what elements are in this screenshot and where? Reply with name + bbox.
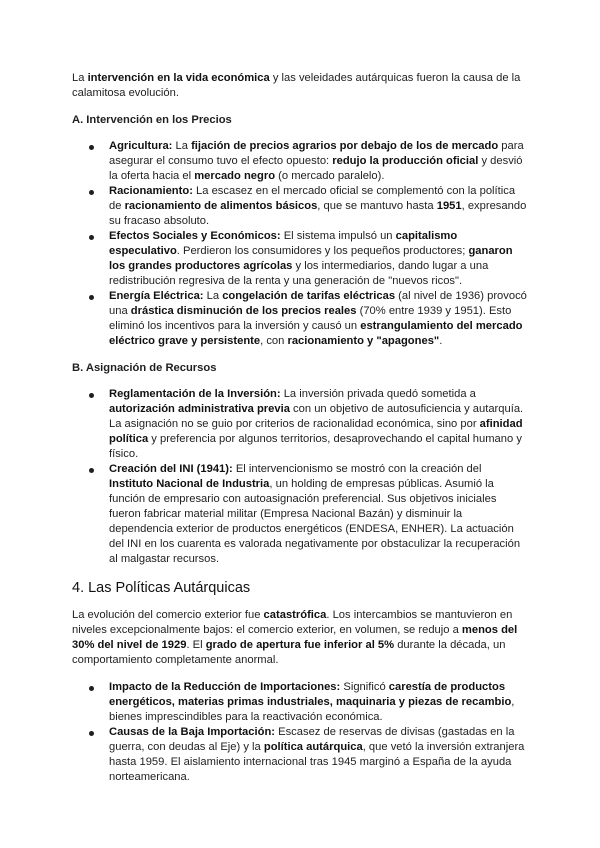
bullet-icon [89, 468, 94, 473]
list-item: Agricultura: La fijación de precios agrarios por debajo de los de mercado para asegurar el consumo tuvo el efecto opuesto: redujo la producción oficial y desvió la oferta hacia el mercado negro (o mercado paralelo). [72, 139, 528, 184]
section-4-heading: 4. Las Políticas Autárquicas [72, 580, 251, 596]
list-item: Reglamentación de la Inversión: La inversión privada quedó sometida a autorización administrativa previa con un objetivo de autosuficiencia y autarquía. La asignación no se guio por criterios de racionalidad económica, sino por afinidad política y preferencia por algunos territorios, desaprovechando el capital humano y físico. [72, 387, 528, 462]
list-item: Racionamiento: La escasez en el mercado oficial se complementó con la política de racionamiento de alimentos básicos, que se mantuvo hasta 1951, expresando su fracaso absoluto. [72, 184, 528, 229]
section-4-list [72, 680, 528, 785]
bullet-icon [89, 731, 94, 736]
section-b-heading: B. Asignación de Recursos [72, 362, 217, 374]
list-item: Impacto de la Reducción de Importaciones: Significó carestía de productos energéticos, materias primas industriales, maquinaria y piezas de recambio, bienes imprescindibles para la reactivación económica. [72, 680, 528, 725]
section-4-paragraph: La evolución del comercio exterior fue catastrófica. Los intercambios se mantuvieron en niveles excepcionalmente bajos: el comercio exterior, en volumen, se redujo a menos del 30% del nivel de 1929. El grado de apertura fue inferior al 5% durante la década, un comportamiento completamente anormal. [72, 609, 518, 666]
list-item: Energía Eléctrica: La congelación de tarifas eléctricas (al nivel de 1936) provocó una drástica disminución de los precios reales (70% entre 1939 y 1951). Esto eliminó los incentivos para la inversión y causó un estrangulamiento del mercado eléctrico grave y persistente, con racionamiento y "apagones". [72, 289, 528, 349]
bullet-icon [89, 393, 94, 398]
section-a-heading: A. Intervención en los Precios [72, 114, 232, 126]
section-a-list [72, 139, 528, 349]
section-b-list [72, 387, 528, 567]
bullet-icon [89, 145, 94, 150]
bullet-icon [89, 235, 94, 240]
list-item: Efectos Sociales y Económicos: El sistema impulsó un capitalismo especulativo. Perdieron los consumidores y los pequeños productores; ganaron los grandes productores agrícolas y los intermediarios, dando lugar a una redistribución regresiva de la renta y una generación de "nuevos ricos". [72, 229, 528, 289]
bullet-icon [89, 686, 94, 691]
list-item: Creación del INI (1941): El intervencionismo se mostró con la creación del Instituto Nacional de Industria, un holding de empresas públicas. Asumió la función de empresario con autoasignación preferencial. Sus objetivos iniciales fueron fabricar material militar (Empresa Nacional Bazán) y disminuir la dependencia exterior de productos energéticos (ENDESA, ENHER). La actuación del INI en los cuarenta es valorada negativamente por obstaculizar la recuperación al malgastar recursos. [72, 462, 528, 567]
document-page [72, 71, 528, 785]
bullet-icon [89, 295, 94, 300]
intro-paragraph: La intervención en la vida económica y las veleidades autárquicas fueron la causa de la calamitosa evolución. [72, 72, 521, 99]
list-item: Causas de la Baja Importación: Escasez de reservas de divisas (gastadas en la guerra, con deudas al Eje) y la política autárquica, que vetó la inversión extranjera hasta 1959. El aislamiento internacional tras 1945 marginó a España de la ayuda norteamericana. [72, 725, 528, 785]
bullet-icon [89, 190, 94, 195]
